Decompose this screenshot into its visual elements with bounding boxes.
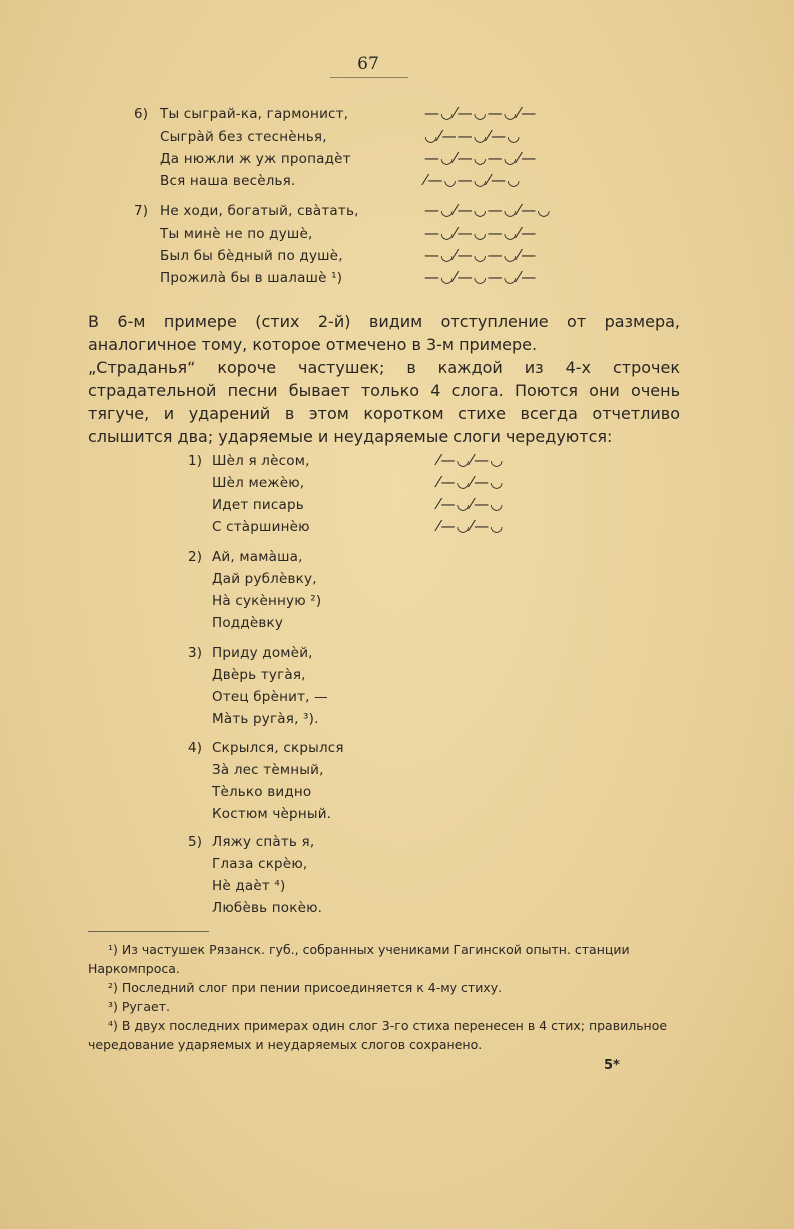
- meter-scheme: —◡⁄—◡—◡⁄—: [424, 246, 538, 264]
- paragraph: В 6-м примере (стих 2-й) видим отступление от размера, аналогичное тому, которое отмечено в 3-м примере.: [88, 312, 680, 354]
- verse-line: Сыгрàй без стеснѐнья,: [160, 129, 327, 145]
- verse-line: Нà сукѐнную ²): [212, 593, 322, 609]
- verse-line: Да нюжли ж уж пропадѐт: [160, 151, 351, 167]
- verse-line: Дай рублѐвку,: [212, 571, 317, 587]
- footnote-2: ²) Последний слог при пении присоединяется к 4-му стиху.: [108, 980, 503, 995]
- meter-scheme: —◡⁄—◡—◡⁄—: [424, 149, 538, 167]
- meter-scheme: ⁄—◡⁄—◡: [437, 473, 505, 491]
- meter-scheme: ◡⁄——◡⁄—◡: [424, 127, 522, 145]
- body-text: [88, 310, 680, 448]
- verse-line: Не ходи, богатый, свàтать,: [160, 203, 359, 219]
- footnote-rule: [88, 931, 209, 932]
- verse-line: Идет писарь: [212, 497, 304, 513]
- footnotes: [88, 940, 688, 1054]
- verse-number: 5): [188, 834, 203, 850]
- verse-line: Шѐл межѐю,: [212, 475, 305, 491]
- verse-number: 1): [188, 453, 203, 469]
- verse-line: Тѐлько видно: [212, 784, 312, 800]
- verse-line: Нѐ даѐт ⁴): [212, 878, 286, 894]
- verse-line: Ай, мамàша,: [212, 549, 303, 565]
- verse-line: Ты сыграй-ка, гармонист,: [160, 106, 349, 122]
- verse-line: Поддѐвку: [212, 615, 284, 631]
- verse-number: 6): [134, 106, 149, 122]
- verse-line: Костюм чѐрный.: [212, 806, 332, 822]
- meter-scheme: ⁄—◡⁄—◡: [437, 451, 505, 469]
- page-number-rule: [330, 77, 408, 78]
- verse-line: Скрылся, скрылся: [212, 740, 344, 756]
- verse-line: Вся наша весѐлья.: [160, 173, 296, 189]
- verse-number: 7): [134, 203, 149, 219]
- verse-line: Прожилà бы в шалашѐ ¹): [160, 270, 343, 286]
- footnote-4: ⁴) В двух последних примерах один слог 3-го стиха перенесен в 4 стих; правильное чередование ударяемых и неударяемых слогов сохранено.: [88, 1018, 668, 1052]
- meter-scheme: —◡⁄—◡—◡⁄—◡: [424, 201, 552, 219]
- verse-line: Приду домѐй,: [212, 645, 313, 661]
- verse-line: Глаза скрѐю,: [212, 856, 308, 872]
- footnote-1: ¹) Из частушек Рязанск. губ., собранных учениками Гагинской опытн. станции Наркомпроса.: [88, 942, 630, 976]
- meter-scheme: ⁄—◡⁄—◡: [437, 495, 505, 513]
- meter-scheme: ⁄—◡⁄—◡: [437, 517, 505, 535]
- verse-line: Зà лес тѐмный,: [212, 762, 324, 778]
- verse-line: Был бы бѐдный по душѐ,: [160, 248, 343, 264]
- meter-scheme: —◡⁄—◡—◡⁄—: [424, 104, 538, 122]
- verse-line: Ляжу спàть я,: [212, 834, 315, 850]
- verse-number: 2): [188, 549, 203, 565]
- meter-scheme: ⁄—◡—◡⁄—◡: [424, 171, 522, 189]
- meter-scheme: —◡⁄—◡—◡⁄—: [424, 224, 538, 242]
- verse-line: Отец брѐнит, —: [212, 689, 328, 705]
- verse-number: 4): [188, 740, 203, 756]
- signature-mark: 5*: [604, 1058, 620, 1073]
- page-number: 67: [357, 54, 379, 74]
- verse-line: Мàть ругàя, ³).: [212, 711, 319, 727]
- verse-line: С стàршинѐю: [212, 519, 310, 535]
- verse-line: Двѐрь тугàя,: [212, 667, 306, 683]
- paragraph: „Страданья“ короче частушек; в каждой из 4-х строчек страдательной песни бывает только 4 слога. Поются они очень тягуче, и ударений в этом коротком стихе всегда отчетливо слышится два; ударяемые и неударяемые слоги чередуются:: [88, 358, 680, 446]
- footnote-3: ³) Ругает.: [108, 999, 170, 1014]
- verse-line: Ты минѐ не по душѐ,: [160, 226, 313, 242]
- meter-scheme: —◡⁄—◡—◡⁄—: [424, 268, 538, 286]
- verse-line: Любѐвь покѐю.: [212, 900, 323, 916]
- verse-number: 3): [188, 645, 203, 661]
- verse-line: Шѐл я лѐсом,: [212, 453, 310, 469]
